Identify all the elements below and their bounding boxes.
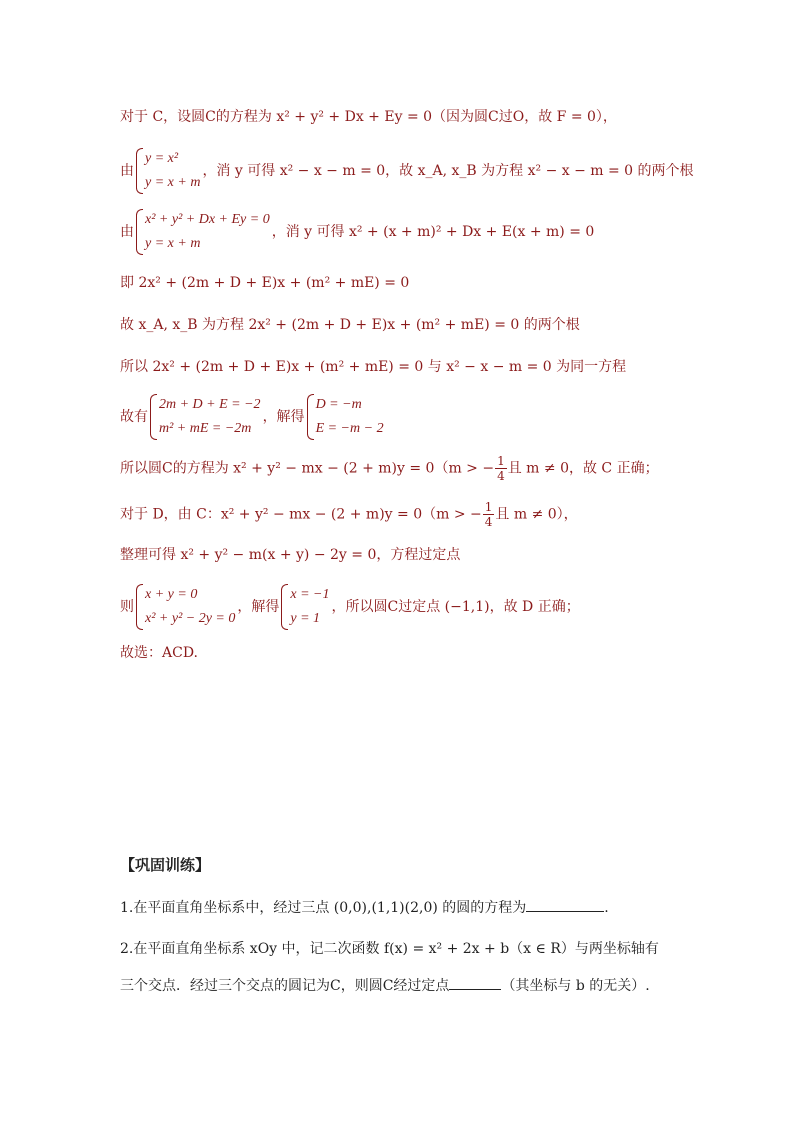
fraction: $\frac{1}{4}$ [484, 500, 493, 529]
solution-line-8: 所以圆C的方程为 x² + y² − mx − (2 + m)y = 0（m > − $\frac{1}{4}$ 且 m ≠ 0，故 C 正确； [120, 454, 659, 483]
practice-heading: 【巩固训练】 [120, 856, 211, 874]
solution-line-11: 则 x + y = 0 x² + y² − 2y = 0 ，解得 x = −1 y = 1 ，所以圆C过定点 (−1,1)，故 D 正确； [120, 583, 580, 631]
solution-line-4: 即 2x² + (2m + D + E)x + (m² + mE) = 0 [120, 275, 410, 291]
solution-line-5: 故 x_A, x_B 为方程 2x² + (2m + D + E)x + (m² + mE) = 0 的两个根 [120, 317, 580, 333]
answer-blank [449, 975, 501, 990]
answer-blank [526, 897, 604, 912]
solution-line-3: 由 x² + y² + Dx + Ey = 0 y = x + m ，消 y 可得 x² + (x + m)² + Dx + E(x + m) = 0 [120, 208, 594, 256]
equation-system: D = −m E = −m − 2 [307, 393, 384, 441]
solution-line-9: 对于 D，由 C：x² + y² − mx − (2 + m)y = 0（m > − $\frac{1}{4}$ 且 m ≠ 0）， [120, 500, 578, 529]
fraction: $\frac{1}{4}$ [497, 454, 505, 483]
practice-question-2-cont: 三个交点．经过三个交点的圆记为C，则圆C经过定点 （其坐标与 b 的无关）. [120, 975, 650, 996]
solution-line-6: 所以 2x² + (2m + D + E)x + (m² + mE) = 0 与 x² − x − m = 0 为同一方程 [120, 359, 627, 375]
practice-question-2: 2.在平面直角坐标系 xOy 中，记二次函数 f(x) = x² + 2x + b（x ∈ R）与两坐标轴有 [120, 941, 659, 957]
solution-conclusion: 故选：ACD. [120, 645, 198, 661]
equation-system: 2m + D + E = −2 m² + mE = −2m [150, 393, 261, 441]
equation-system: x + y = 0 x² + y² − 2y = 0 [136, 583, 235, 631]
practice-question-1: 1.在平面直角坐标系中，经过三点 (0,0),(1,1)(2,0) 的圆的方程为 . [120, 897, 609, 918]
equation-system: x = −1 y = 1 [281, 583, 329, 631]
solution-line-1: 对于 C，设圆C的方程为 x² + y² + Dx + Ey = 0（因为圆C过O，故 F = 0）， [120, 109, 617, 125]
solution-line-7: 故有 2m + D + E = −2 m² + mE = −2m ，解得 D = −m E = −m − 2 [120, 393, 386, 441]
solution-line-10: 整理可得 x² + y² − m(x + y) − 2y = 0，方程过定点 [120, 547, 461, 563]
equation-system: y = x² y = x + m [136, 147, 200, 195]
equation-system: x² + y² + Dx + Ey = 0 y = x + m [136, 208, 270, 256]
solution-line-2: 由 y = x² y = x + m ，消 y 可得 x² − x − m = 0，故 x_A, x_B 为方程 x² − x − m = 0 的两个根 [120, 147, 694, 195]
